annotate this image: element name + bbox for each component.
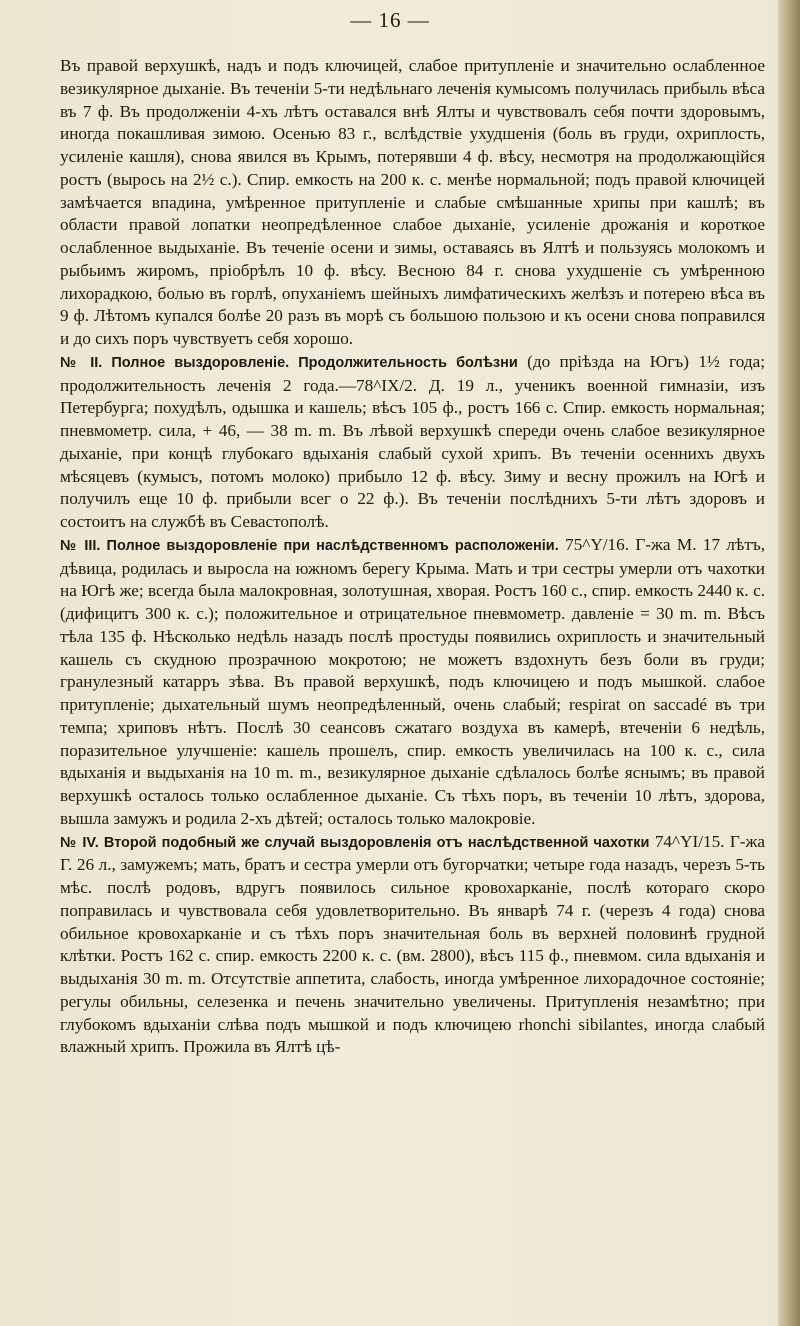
paragraph-case-2 (60, 351, 765, 534)
case-heading: № II. Полное выздоровленіе. Продолжительность болѣзни (60, 354, 518, 371)
paragraph-text: Въ правой верхушкѣ, надъ и подъ ключицей, слабое притупленіе и значительно ослабленное везикулярное дыханіе. Въ теченіи 5-ти недѣльнаго леченія кумысомъ получилась прибыль вѣса въ 7 ф. Въ продолженіи 4-хъ лѣтъ оставался внѣ Ялты и чувствовалъ себя почти здоровымъ, иногда покашливая зимою. Осенью 83 г., вслѣдствіе ухудшенія (боль въ груди, охриплость, усиленіе кашля), снова явился въ Крымъ, потерявши 4 ф. вѣсу, несмотря на продолжающійся ростъ (вырось на 2½ с.). Спир. емкость на 200 к. с. менѣе нормальной; подъ правой ключицей замѣчается впадина, умѣренное притупленіе и слабые смѣшанные хрипы при кашлѣ; въ области правой лопатки неопредѣленное слабое дыханіе, усиленіе дрожанія и короткое ослабленное выдыханіе. Въ теченіе осени и зимы, оставаясь въ Ялтѣ и пользуясь молокомъ и рыбьимъ жиромъ, пріобрѣлъ 10 ф. вѣсу. Весною 84 г. снова ухудшеніе съ умѣренною лихорадкою, болью въ горлѣ, опуханіемъ шейныхъ лимфатическихъ желѣзъ и потерею вѣса въ 9 ф. Лѣтомъ купался болѣе 20 разъ въ морѣ съ большою пользою и къ осени снова поправился и до сихъ поръ чувствуетъ себя хорошо. (60, 56, 765, 348)
page-edge (778, 0, 800, 1326)
case-heading: № III. Полное выздоровленіе при наслѣдственномъ расположеніи. (60, 537, 559, 554)
body-text (60, 55, 765, 1059)
paragraph-case-4 (60, 831, 765, 1060)
paragraph-text: 74^YI/15. Г-жа Г. 26 л., замужемъ; мать, братъ и сестра умерли отъ бугорчатки; четыре года назадъ, черезъ 5-ть мѣс. послѣ родовъ, вдругъ появилось сильное кровохарканіе, послѣ котораго скоро поправилась и чувствовала себя удовлетворительно. Въ январѣ 74 г. (черезъ 4 года) снова обильное кровохарканіе и съ тѣхъ поръ значительная боль въ верхней половинѣ грудной клѣтки. Ростъ 162 с. спир. емкость 2200 к. с. (вм. 2800), вѣсъ 115 ф., пневмом. сила вдыханія и выдыханія 30 m. m. Отсутствіе аппетита, слабость, иногда умѣренное лихорадочное состояніе; регулы обильны, селезенка и печень значительно увеличены. Притупленія незамѣтно; при глубокомъ вдыханіи слѣва подъ мышкой и подъ ключицею rhonchi sibilantes, иногда слабый влажный хрипъ. Прожила въ Ялтѣ цѣ- (60, 831, 766, 1057)
paragraph-case-3 (60, 534, 765, 831)
paragraph-text: 75^Y/16. Г-жа М. 17 лѣтъ, дѣвица, родилась и выросла на южномъ берегу Крыма. Мать и три сестры умерли отъ чахотки на Югѣ же; всегда была малокровная, золотушная, хворая. Ростъ 160 с., спир. емкость 2440 к. с. (дифицитъ 300 к. с.); положительное и отрицательное пневмометр. давленіе = 30 m. m. Вѣсъ тѣла 135 ф. Нѣсколько недѣль назадъ послѣ простуды появились охриплость и значительный кашель съ скудною прозрачною мокротою; не можетъ вздохнуть безъ боли въ груди; гранулезный катарръ зѣва. Въ правой верхушкѣ, подъ ключицею и подъ мышкой. слабое притупленіе; дыхательный шумъ неопредѣленный, очень слабый; respirat on saccadé въ три темпа; хриповъ нѣтъ. Послѣ 30 сеансовъ сжатаго воздуха въ камерѣ, втеченіи 6 недѣль, поразительное улучшеніе: кашель прошелъ, спир. емкость увеличилась на 100 к. с., сила вдыханія и выдыханія на 10 m. m., везикулярное дыханіе сдѣлалось болѣе яснымъ; въ правой верхушкѣ осталось только ослабленное дыханіе. Съ тѣхъ поръ, въ теченіи 10 лѣтъ, здорова, вышла замужъ и родила 2-хъ дѣтей; осталось только малокровіе. (60, 534, 766, 828)
paragraph-text: (до пріѣзда на Югъ) 1½ года; продолжительность леченія 2 года.—78^IX/2. Д. 19 л., ученикъ военной гимназіи, изъ Петербурга; похудѣлъ, одышка и кашель; вѣсъ 105 ф., ростъ 166 с. Спир. емкость нормальная; пневмометр. сила, + 46, — 38 m. m. Въ лѣвой верхушкѣ спереди очень слабое везикулярное дыханіе, при концѣ глубокаго вдыханія слабый сухой хрипъ. Въ теченіи осеннихъ двухъ мѣсяцевъ (кумысъ, потомъ молоко) прибыло 12 ф. вѣсу. Зиму и весну прожилъ на Югѣ и получилъ еще 10 ф. прибыли всег о 22 ф.). Въ теченіи послѣднихъ 5-ти лѣтъ здоровъ и состоитъ на службѣ въ Севастополѣ. (60, 351, 766, 531)
page-number: — 16 — (350, 8, 430, 32)
paragraph-case-continuation (60, 55, 765, 351)
case-heading: № IV. Второй подобный же случай выздоровленія отъ наслѣдственной чахотки (60, 834, 650, 851)
